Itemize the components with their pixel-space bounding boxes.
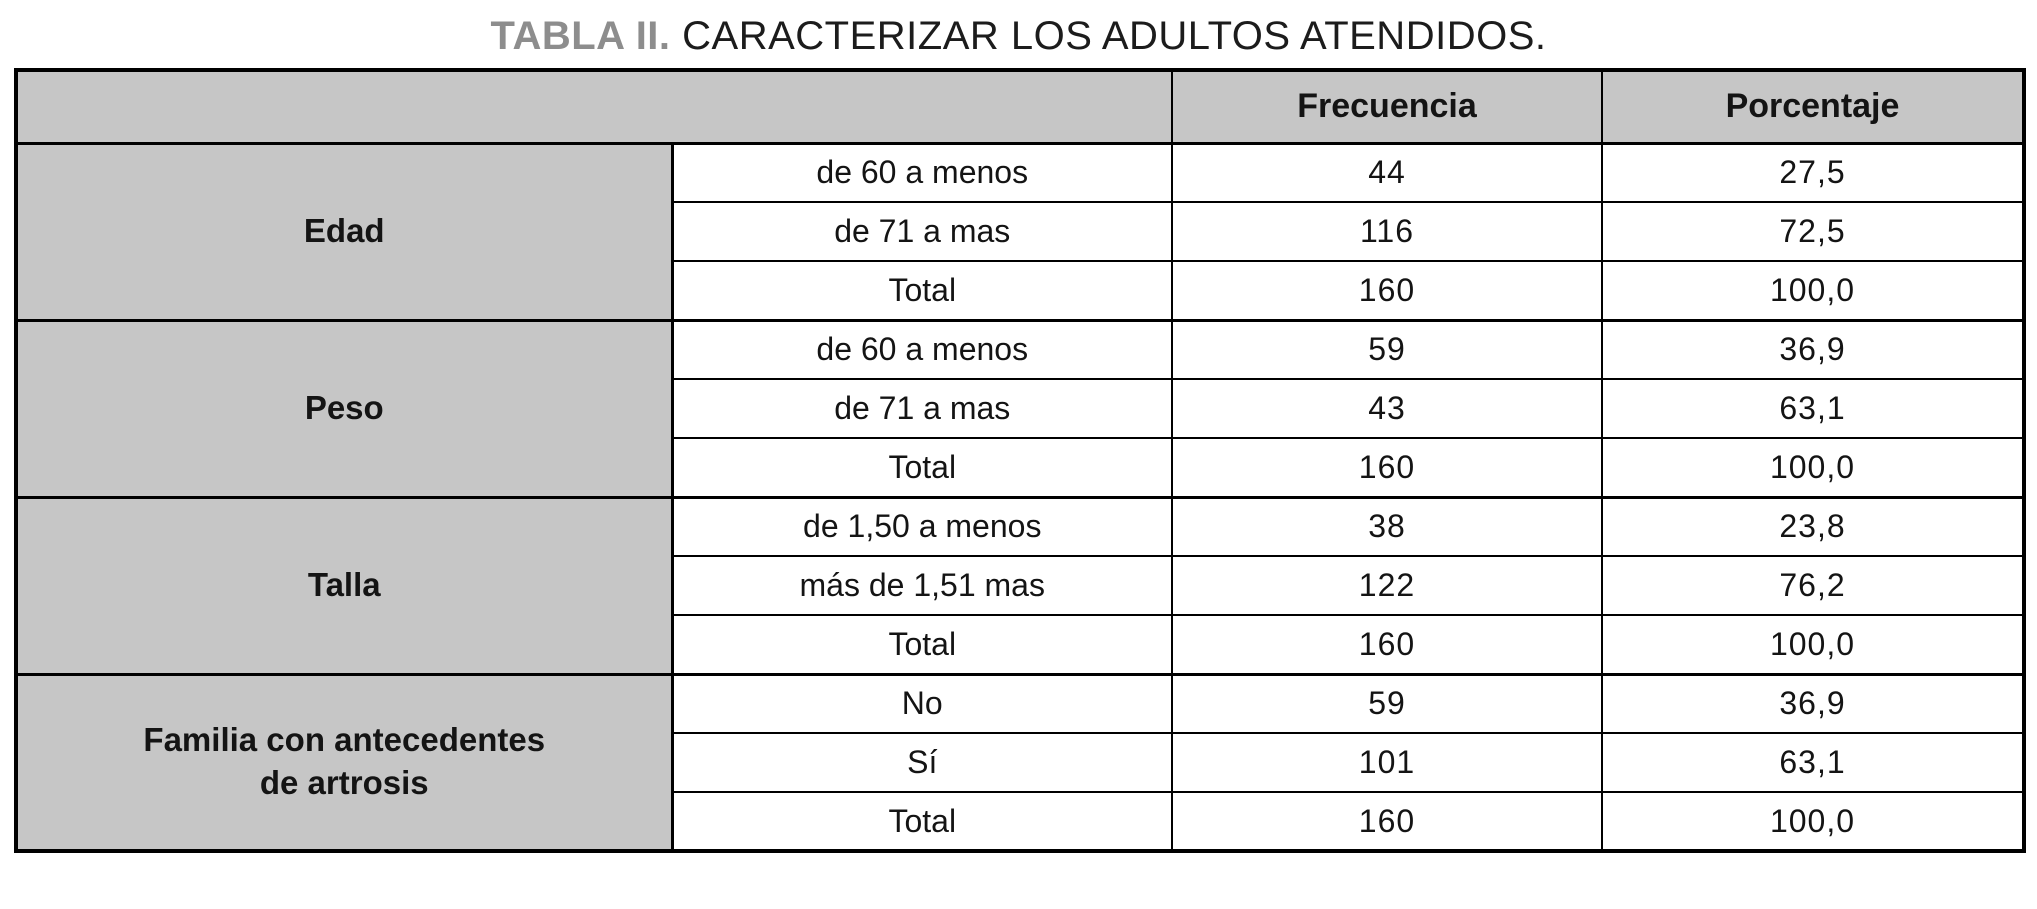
- cell-frequency: 160: [1172, 792, 1602, 851]
- cell-percentage: 23,8: [1602, 497, 2024, 556]
- cell-percentage: 76,2: [1602, 556, 2024, 615]
- table-header: [16, 70, 2024, 143]
- cell-percentage: 100,0: [1602, 438, 2024, 497]
- cell-category: No: [672, 674, 1172, 733]
- cell-frequency: 122: [1172, 556, 1602, 615]
- header-porcentaje: Porcentaje: [1602, 70, 2024, 143]
- cell-category: Total: [672, 792, 1172, 851]
- cell-frequency: 38: [1172, 497, 1602, 556]
- group-familia-antecedentes: [16, 674, 2024, 851]
- cell-category: Total: [672, 261, 1172, 320]
- cell-percentage: 100,0: [1602, 615, 2024, 674]
- cell-frequency: 44: [1172, 143, 1602, 202]
- cell-frequency: 101: [1172, 733, 1602, 792]
- cell-percentage: 100,0: [1602, 792, 2024, 851]
- cell-frequency: 43: [1172, 379, 1602, 438]
- cell-percentage: 63,1: [1602, 733, 2024, 792]
- cell-percentage: 72,5: [1602, 202, 2024, 261]
- cell-percentage: 63,1: [1602, 379, 2024, 438]
- cell-percentage: 36,9: [1602, 320, 2024, 379]
- cell-category: de 1,50 a menos: [672, 497, 1172, 556]
- group-label-peso: Peso: [16, 320, 672, 497]
- cell-frequency: 59: [1172, 320, 1602, 379]
- cell-category: de 60 a menos: [672, 320, 1172, 379]
- group-label-familia: Familia con antecedentes de artrosis: [16, 674, 672, 851]
- cell-category: de 71 a mas: [672, 202, 1172, 261]
- cell-frequency: 160: [1172, 438, 1602, 497]
- table-title-label: TABLA II.: [490, 14, 671, 58]
- cell-category: de 60 a menos: [672, 143, 1172, 202]
- cell-frequency: 59: [1172, 674, 1602, 733]
- table-row: [16, 497, 2024, 556]
- table-title: [0, 14, 2037, 58]
- header-empty-cell: [16, 70, 1172, 143]
- table-row: [16, 674, 2024, 733]
- group-label-edad: Edad: [16, 143, 672, 320]
- group-edad: [16, 143, 2024, 320]
- cell-frequency: 116: [1172, 202, 1602, 261]
- table-title-text: CARACTERIZAR LOS ADULTOS ATENDIDOS.: [670, 14, 1547, 58]
- header-frecuencia: Frecuencia: [1172, 70, 1602, 143]
- cell-percentage: 27,5: [1602, 143, 2024, 202]
- cell-frequency: 160: [1172, 261, 1602, 320]
- group-label-talla: Talla: [16, 497, 672, 674]
- table-row: [16, 143, 2024, 202]
- cell-category: Sí: [672, 733, 1172, 792]
- group-talla: [16, 497, 2024, 674]
- header-row: [16, 70, 2024, 143]
- cell-percentage: 36,9: [1602, 674, 2024, 733]
- group-peso: [16, 320, 2024, 497]
- data-table: [14, 68, 2026, 853]
- cell-category: de 71 a mas: [672, 379, 1172, 438]
- table-row: [16, 320, 2024, 379]
- cell-frequency: 160: [1172, 615, 1602, 674]
- cell-percentage: 100,0: [1602, 261, 2024, 320]
- cell-category: más de 1,51 mas: [672, 556, 1172, 615]
- cell-category: Total: [672, 438, 1172, 497]
- cell-category: Total: [672, 615, 1172, 674]
